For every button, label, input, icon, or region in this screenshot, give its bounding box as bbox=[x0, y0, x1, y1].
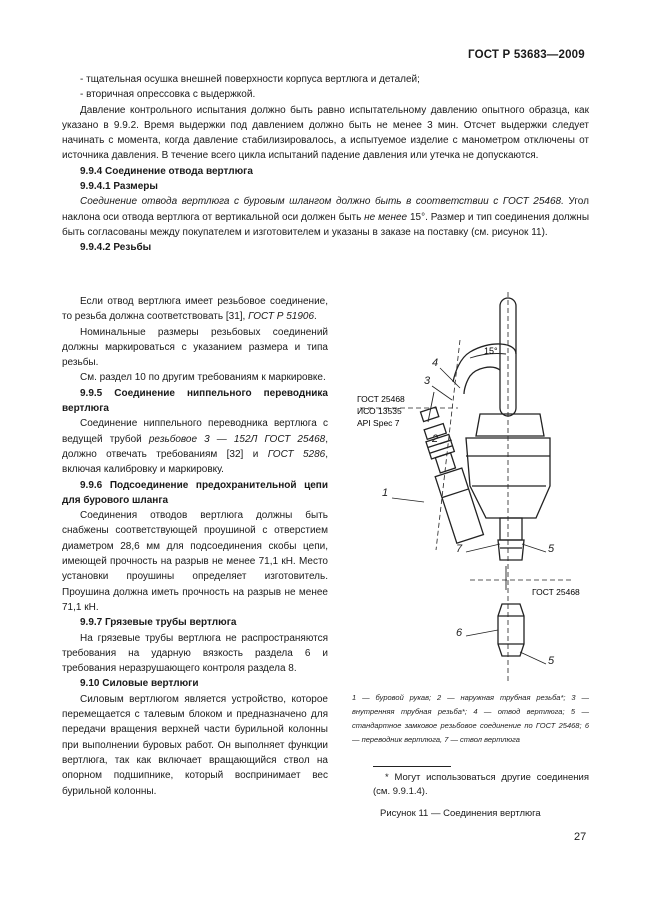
swivel-sub bbox=[498, 604, 524, 656]
figure-legend-text: 1 — буровой рукав; 2 — наружная трубная резьба*; 3 — внутренняя трубная резьба*; 4 — отвод вертлюга; 5 — стандартное замковое резьбовое соединение по ГОСТ 25468; 6 — переводник вертлюга, 7 — ствол вертлюга bbox=[352, 693, 589, 744]
full-width-text bbox=[62, 72, 589, 256]
footnote-separator bbox=[373, 766, 451, 767]
bullet-retest: - вторичная опрессовка с выдержкой. bbox=[80, 89, 256, 101]
bullet-drying: - тщательная осушка внешней поверхности корпуса вертлюга и деталей; bbox=[80, 74, 420, 85]
callout-5-upper: 5 bbox=[548, 543, 555, 555]
section-heading-9-10: 9.10 Силовые вертлюги bbox=[80, 678, 199, 690]
callout-7: 7 bbox=[456, 543, 463, 555]
nipple-paragraph bbox=[62, 416, 328, 477]
dimensions-text-a: Угол наклона оси отвода вертлюга от вертикальной оси должен быть bbox=[62, 196, 589, 223]
see-section-paragraph: См. раздел 10 по другим требованиям к маркировке. bbox=[80, 372, 326, 384]
dimensions-italic: Соединение отвода вертлюга с буровым шлангом должно быть в соответствии с ГОСТ 25468. bbox=[80, 196, 564, 208]
callout-5-lower: 5 bbox=[548, 655, 555, 667]
dimensions-paragraph bbox=[62, 194, 589, 240]
footnote bbox=[373, 771, 589, 799]
section-heading-9-9-4-1: 9.9.4.1 Размеры bbox=[80, 181, 158, 193]
swivel-cap bbox=[476, 414, 544, 436]
footnote-text: * Могут использоваться другие соединения (см. 9.9.1.4). bbox=[373, 772, 589, 797]
drilling-hose bbox=[435, 468, 483, 543]
lower-gost-label: ГОСТ 25468 bbox=[532, 587, 580, 597]
threads-paragraph bbox=[62, 294, 328, 325]
marking-paragraph: Номинальные размеры резьбовых соединений должны маркироваться с указанием размера и типа резьбы. bbox=[62, 326, 328, 369]
swivel-stem bbox=[500, 518, 522, 540]
figure-legend bbox=[352, 691, 589, 747]
dimensions-text-b: не менее bbox=[364, 211, 408, 223]
chain-paragraph: Соединения отводов вертлюга должны быть снабжены соответствующей проушиной с отверстием диаметром 28,6 мм для подсоединения скобы цепи, имеющей прочность на разрыв не менее 71,1 кН. Место установки проушины определяет изготовитель. Проушина должна иметь прочность на разрыв не менее 71,1 кН. bbox=[62, 510, 328, 613]
swivel-connections-drawing bbox=[340, 290, 600, 690]
standard-header: ГОСТ Р 53683—2009 bbox=[468, 49, 585, 61]
left-column-text bbox=[62, 294, 328, 799]
threads-text-c: . bbox=[314, 311, 317, 323]
power-swivel-paragraph: Силовым вертлюгом является устройство, которое перемещается с талевым блоком и предназначено для передачи вращения верхней части бурильной колонны при выполнении буровых работ. Он выполняет функции вертлюга, так как включает вращающийся ствол на опорном подшипнике, который воспринимает вес бурильной колонны. bbox=[62, 693, 328, 797]
threads-text-b: ГОСТ Р 51906 bbox=[248, 311, 315, 323]
section-heading-9-9-6: 9.9.6 Подсоединение предохранительной цепи для бурового шланга bbox=[62, 479, 328, 506]
callout-4: 4 bbox=[432, 357, 439, 369]
gost-label: ГОСТ 25468 bbox=[357, 394, 405, 404]
nipple-text-b: резьбовое 3 — 152Л ГОСТ 25468 bbox=[148, 433, 326, 445]
section-heading-9-9-5: 9.9.5 Соединение ниппельного переводника вертлюга bbox=[62, 387, 328, 415]
section-heading-9-9-4: 9.9.4 Соединение отвода вертлюга bbox=[80, 165, 253, 177]
callout-2: 2 bbox=[432, 433, 439, 445]
figure-title: Рисунок 11 — Соединения вертлюга bbox=[380, 808, 541, 819]
angle-label: 15° bbox=[484, 346, 498, 356]
iso-label: ИСО 13535 bbox=[357, 406, 402, 416]
api-label: API Spec 7 bbox=[357, 418, 400, 428]
callout-1: 1 bbox=[382, 487, 389, 499]
nipple-text-a: Соединение ниппельного переводника вертлюга с ведущей трубой bbox=[62, 418, 328, 445]
nipple-text-e: , включая калибровку и маркировку. bbox=[62, 448, 328, 476]
section-heading-9-9-4-2: 9.9.4.2 Резьбы bbox=[80, 242, 152, 254]
dimensions-text-c: 15°. Размер и тип соединения должны быть согласованы между покупателем и изготовителем и указаны в заказе на поставку (см. рисунок 11). bbox=[62, 211, 590, 238]
threads-text-a: Если отвод вертлюга имеет резьбовое соединение, то резьба должна соответствовать [31], bbox=[62, 296, 328, 323]
pressure-paragraph: Давление контрольного испытания должно быть равно испытательному давлению опытного образца, как указано в 9.9.2. Время выдержки под давлением должно быть не менее 3 мин. Отсчет выдержки следует начинать с момента, когда давление стабилизировалось, а испытуемое изделие с манометром отключены от источника давления. В течение всего цикла испытаний падение давления или утечка не допускаются. bbox=[62, 104, 589, 162]
mud-pipes-paragraph: На грязевые трубы вертлюга не распространяются требования на ударную вязкость раздела 6 и требования неразрушающего контроля раздела 8. bbox=[62, 632, 328, 675]
nipple-text-d: ГОСТ 5286 bbox=[267, 448, 326, 460]
gooseneck-bend-inner bbox=[464, 367, 500, 394]
stem-pin bbox=[498, 540, 524, 560]
callout-3: 3 bbox=[424, 375, 431, 387]
callout-6: 6 bbox=[456, 627, 463, 639]
page-number: 27 bbox=[574, 831, 587, 843]
nipple-text-c: , должно отвечать требованиям [32] и bbox=[62, 433, 328, 460]
section-heading-9-9-7: 9.9.7 Грязевые трубы вертлюга bbox=[80, 617, 237, 629]
